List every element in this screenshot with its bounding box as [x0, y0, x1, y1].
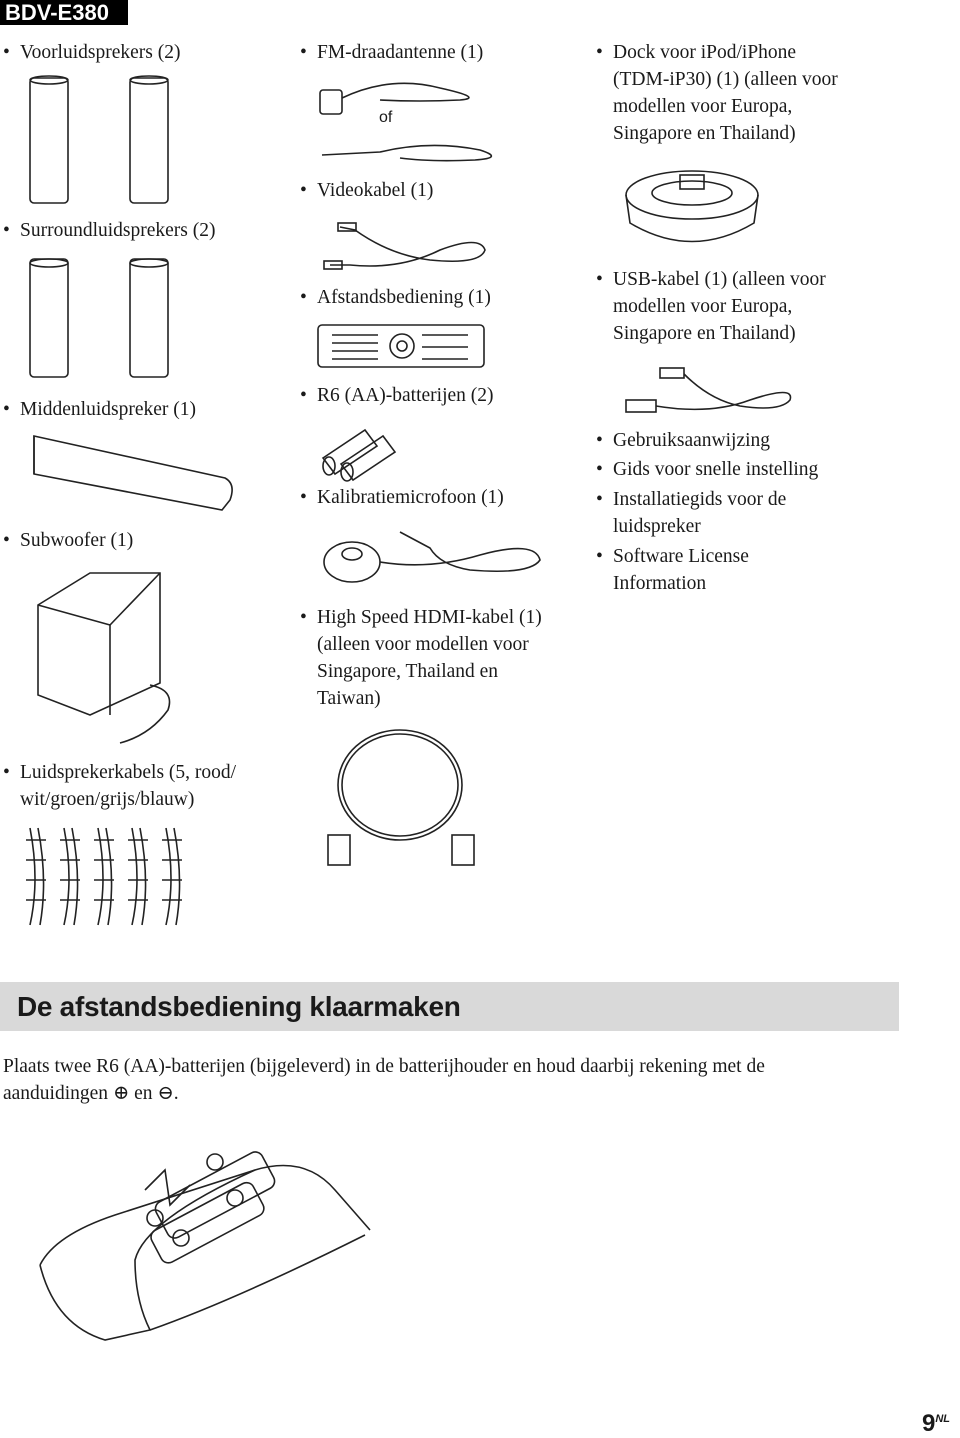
page-number: $9^{NL}$	[921, 1410, 950, 1437]
speaker-cables-illustration	[0, 820, 200, 935]
item-batteries: • R6 (AA)-batterijen (2)	[300, 385, 494, 406]
battery-insertion-illustration	[35, 1150, 380, 1350]
item-fm-antenna: • FM-draadantenne (1)	[300, 42, 484, 63]
item-subwoofer: • Subwoofer (1)	[3, 530, 134, 551]
item-manual: • Gebruiksaanwijzing	[596, 430, 771, 451]
surround-speakers-illustration	[0, 255, 200, 380]
usb-cable-illustration	[620, 360, 800, 420]
section-title: De afstandsbediening klaarmaken	[17, 991, 461, 1022]
calibration-mic-illustration	[320, 520, 560, 590]
model-name: BDV-E380	[5, 0, 109, 25]
section-heading-band	[0, 982, 899, 1031]
item-install-guide: • Installatiegids voor de luidspreker	[596, 489, 787, 537]
remote-illustration	[318, 323, 488, 373]
item-calibration-mic: • Kalibratiemicrofoon (1)	[300, 487, 504, 508]
model-tab	[0, 0, 128, 25]
or-label: of	[379, 109, 393, 126]
item-remote: • Afstandsbediening (1)	[300, 287, 491, 308]
center-speaker-illustration	[0, 430, 250, 520]
item-dock: • Dock voor iPod/iPhone (TDM-iP30) (1) (alleen voor modellen voor Europa, Singapore en Thailand)	[596, 42, 838, 144]
item-surround-speakers: • Surroundluidsprekers (2)	[3, 220, 216, 241]
item-quick-guide: • Gids voor snelle instelling	[596, 459, 819, 480]
video-cable-illustration	[310, 215, 500, 275]
front-speakers-illustration	[0, 70, 200, 210]
minus-symbol: ⊖	[157, 1083, 174, 1104]
item-speaker-cables: • Luidsprekerkabels (5, rood/ wit/groen/grijs/blauw)	[3, 762, 237, 810]
item-license: • Software License Information	[596, 546, 749, 594]
subwoofer-illustration	[0, 565, 200, 750]
hdmi-cable-illustration	[320, 725, 490, 875]
item-video-cable: • Videokabel (1)	[300, 180, 434, 201]
item-front-speakers: • Voorluidsprekers (2)	[3, 42, 181, 63]
item-center-speaker: • Middenluidspreker (1)	[3, 399, 196, 420]
item-usb-cable: • USB-kabel (1) (alleen voor modellen voor Europa, Singapore en Thailand)	[596, 269, 826, 344]
section-body: Plaats twee R6 (AA)-batterijen (bijgeleverd) in de batterijhouder en houd daarbij rekening met de aanduidingen ⊕ en ⊖.	[3, 1056, 765, 1104]
batteries-illustration	[315, 420, 405, 480]
item-hdmi-cable: • High Speed HDMI-kabel (1) (alleen voor modellen voor Singapore, Thailand en Taiwan)	[300, 607, 542, 709]
dock-illustration	[620, 165, 770, 255]
fm-antenna-illustration	[310, 70, 510, 165]
plus-symbol: ⊕	[112, 1083, 130, 1104]
